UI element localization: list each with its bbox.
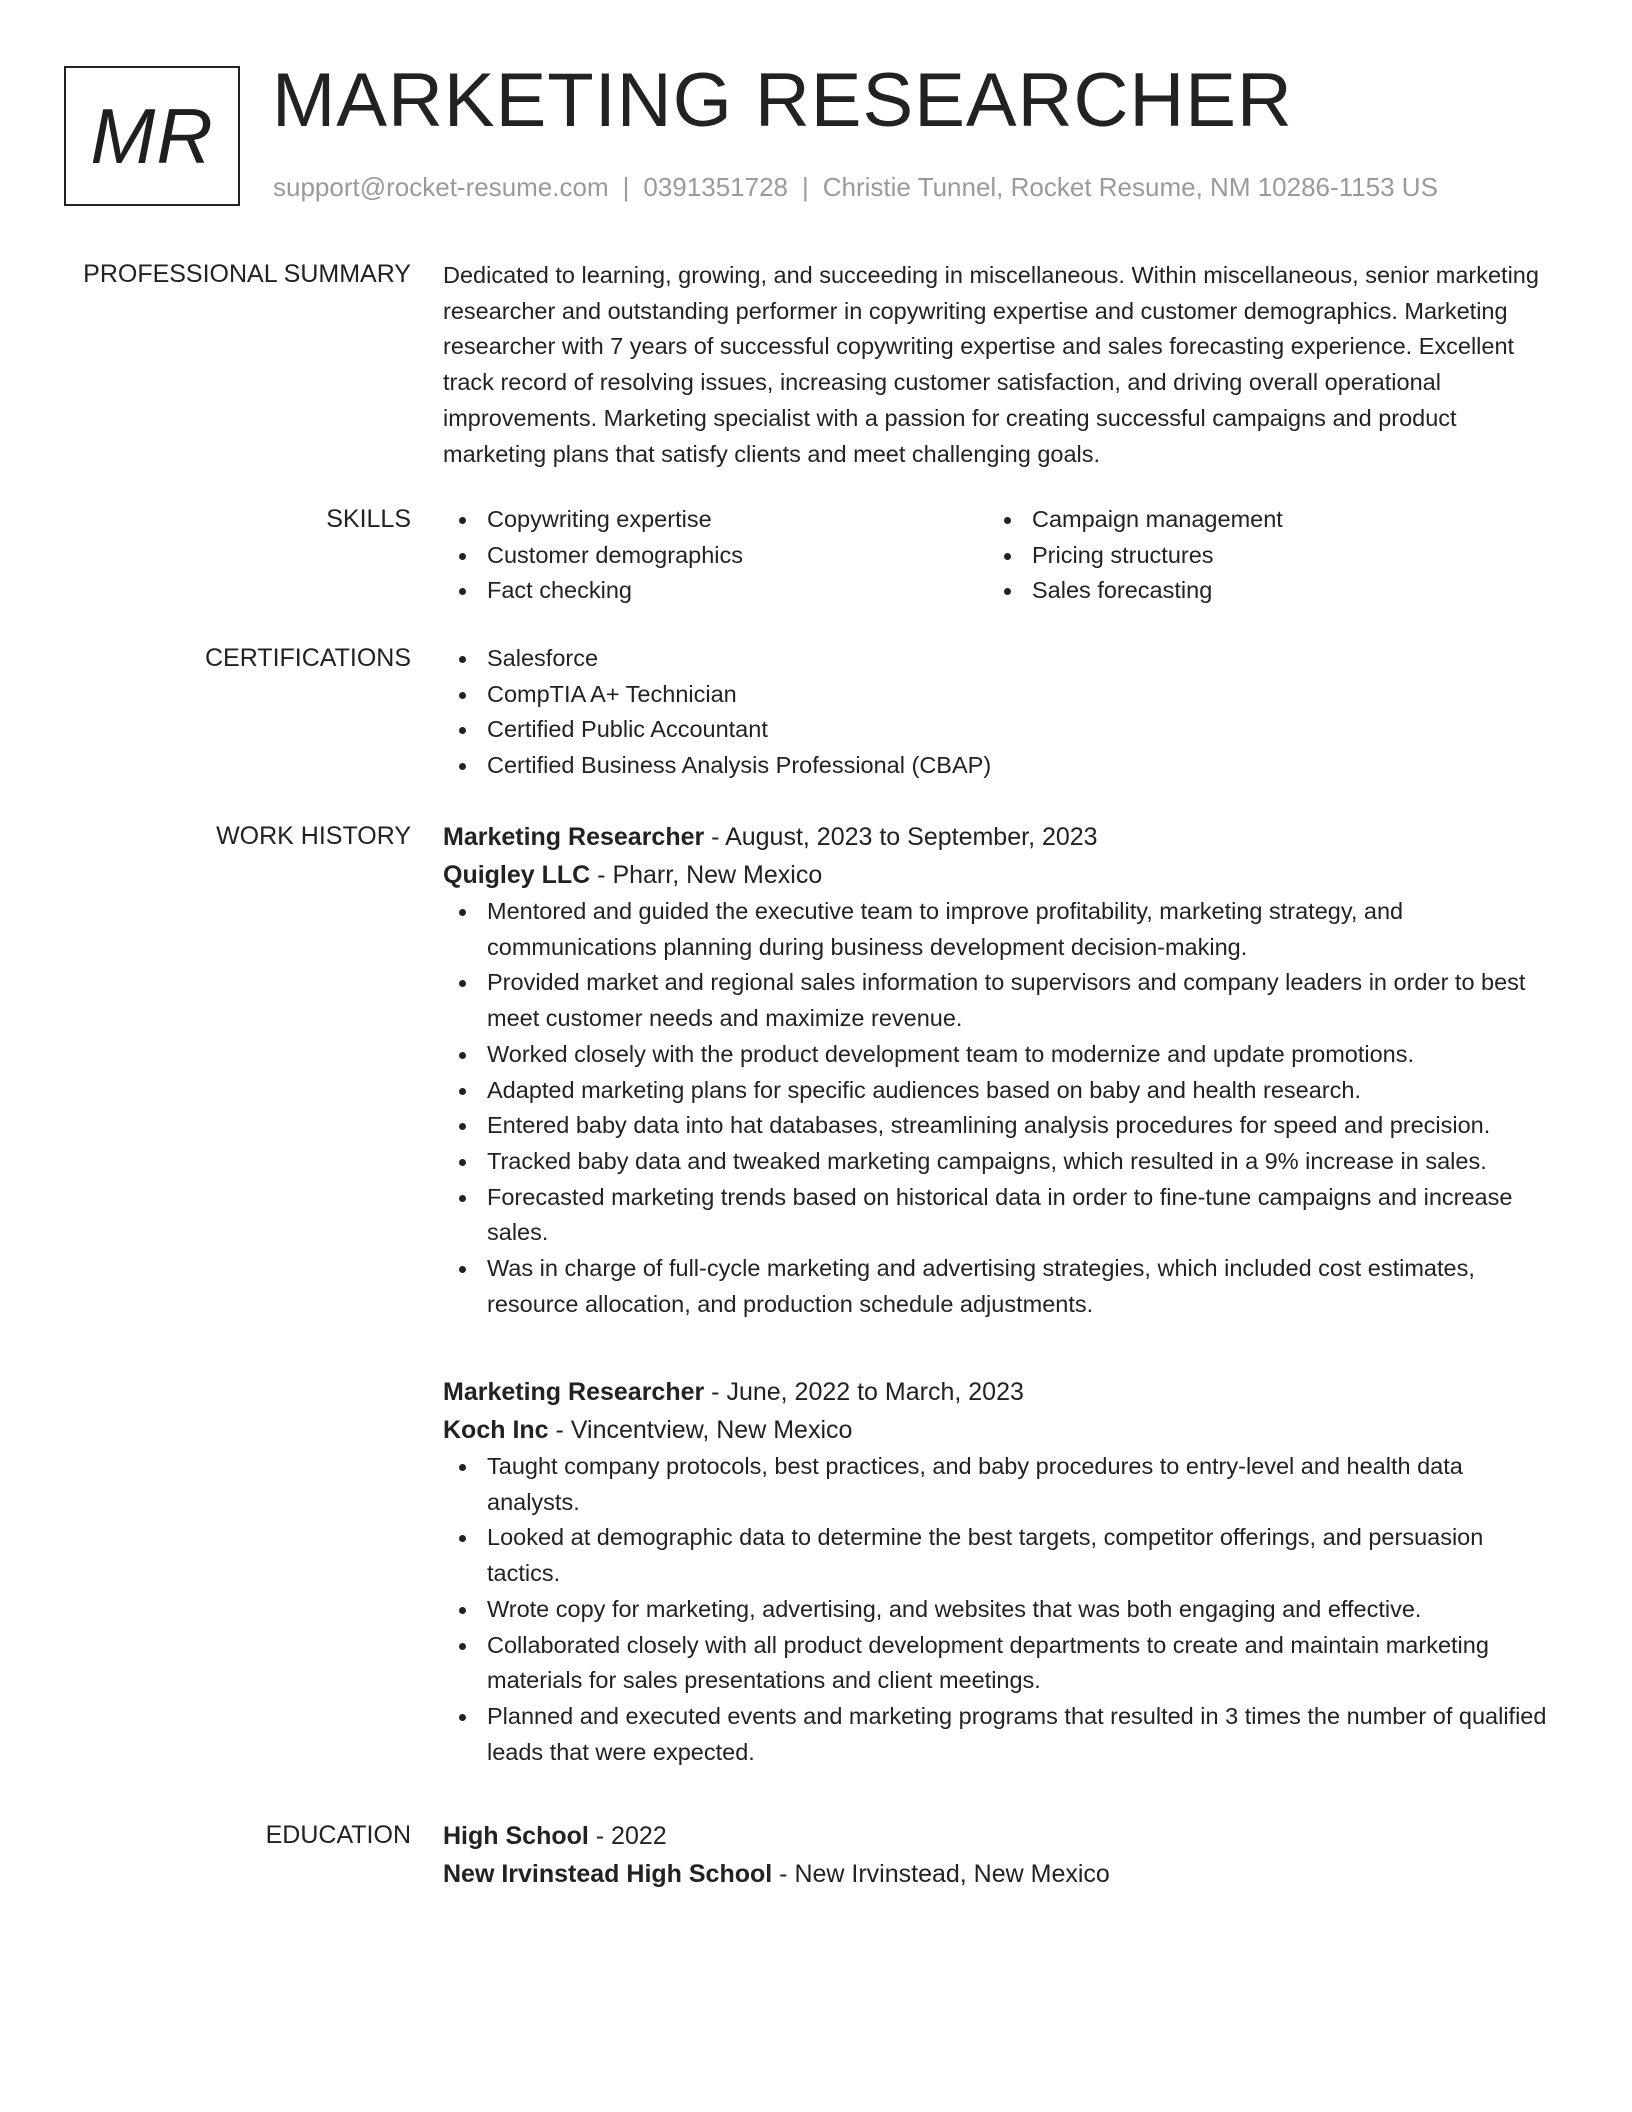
section-label-skills: SKILLS [326, 505, 411, 533]
job-company-line [443, 856, 1553, 894]
skill-item: Customer demographics [443, 538, 988, 574]
contact-address: Christie Tunnel, Rocket Resume, NM 10286-1153 US [822, 172, 1438, 202]
section-label-summary: PROFESSIONAL SUMMARY [83, 260, 411, 288]
job-company: Koch Inc [443, 1416, 549, 1444]
job-title-line [443, 1373, 1553, 1411]
job-title: Marketing Researcher [443, 1378, 705, 1406]
skill-item: Campaign management [988, 502, 1533, 538]
education-degree: High School [443, 1822, 589, 1850]
job-bullet: Entered baby data into hat databases, streamlining analysis procedures for speed and precision. [443, 1108, 1553, 1144]
skills-column-1 [443, 502, 988, 609]
certification-item: CompTIA A+ Technician [443, 677, 1553, 713]
certifications-body [443, 641, 1553, 784]
contact-phone[interactable]: 0391351728 [643, 172, 788, 202]
job-bullet: Taught company protocols, best practices, and baby procedures to entry-level and health data analysts. [443, 1449, 1553, 1520]
education-entry [443, 1817, 1553, 1893]
contact-line [273, 172, 1438, 203]
skill-item: Pricing structures [988, 538, 1533, 574]
job-bullet: Mentored and guided the executive team to improve profitability, marketing strategy, and communications planning during business development decision-making. [443, 894, 1553, 965]
education-school-line [443, 1855, 1553, 1893]
skill-item: Sales forecasting [988, 573, 1533, 609]
job-company-line [443, 1411, 1553, 1449]
job-title: Marketing Researcher [443, 823, 705, 851]
skills-body [443, 502, 1553, 609]
job-bullets [443, 894, 1553, 1322]
section-label-certifications: CERTIFICATIONS [204, 644, 411, 672]
education-year: - 2022 [588, 1822, 667, 1850]
summary-body [443, 258, 1553, 472]
resume-title: MARKETING RESEARCHER [272, 58, 1293, 143]
certification-item: Certified Business Analysis Professional (CBAP) [443, 748, 1553, 784]
section-label-work-history: WORK HISTORY [216, 822, 411, 850]
job-dates: - August, 2023 to September, 2023 [704, 823, 1098, 851]
summary-text: Dedicated to learning, growing, and succeeding in miscellaneous. Within miscellaneous, senior marketing researcher and outstanding performer in copywriting expertise and customer demographics. Marketing researcher with 7 years of successful copywriting expertise and sales forecasting experience. Excellent track record of resolving issues, increasing customer satisfaction, and driving overall operational improvements. Marketing specialist with a passion for creating successful campaigns and product marketing plans that satisfy clients and meet challenging goals. [443, 262, 1539, 467]
education-school: New Irvinstead High School [443, 1860, 773, 1888]
job-bullet: Adapted marketing plans for specific audiences based on baby and health research. [443, 1073, 1553, 1109]
skill-item: Copywriting expertise [443, 502, 988, 538]
job-dates: - June, 2022 to March, 2023 [704, 1378, 1024, 1406]
job-location: - Pharr, New Mexico [590, 861, 823, 889]
job-bullet: Forecasted marketing trends based on historical data in order to fine-tune campaigns and increase sales. [443, 1180, 1553, 1251]
certification-item: Salesforce [443, 641, 1553, 677]
skills-column-2 [988, 502, 1533, 609]
contact-separator: | [622, 172, 630, 202]
job-bullet: Wrote copy for marketing, advertising, and websites that was both engaging and effective. [443, 1592, 1553, 1628]
job-bullet: Looked at demographic data to determine the best targets, competitor offerings, and persuasion tactics. [443, 1520, 1553, 1591]
job-bullets [443, 1449, 1553, 1770]
contact-separator: | [802, 172, 809, 202]
certification-item: Certified Public Accountant [443, 712, 1553, 748]
education-degree-line [443, 1817, 1553, 1855]
job-bullet: Provided market and regional sales information to supervisors and company leaders in order to best meet customer needs and maximize revenue. [443, 965, 1553, 1036]
job-bullet: Collaborated closely with all product development departments to create and maintain marketing materials for sales presentations and client meetings. [443, 1628, 1553, 1699]
job-entry [443, 1373, 1553, 1770]
contact-email[interactable]: support@rocket-resume.com [273, 172, 609, 202]
job-company: Quigley LLC [443, 861, 591, 889]
job-bullet: Was in charge of full-cycle marketing and advertising strategies, which included cost estimates, resource allocation, and production schedule adjustments. [443, 1251, 1553, 1322]
skill-item: Fact checking [443, 573, 988, 609]
job-entry [443, 818, 1553, 1322]
job-title-line [443, 818, 1553, 856]
job-bullet: Tracked baby data and tweaked marketing campaigns, which resulted in a 9% increase in sales. [443, 1144, 1553, 1180]
job-location: - Vincentview, New Mexico [548, 1416, 853, 1444]
monogram-logo: MR [64, 66, 240, 206]
section-label-education: EDUCATION [265, 1821, 411, 1849]
job-bullet: Worked closely with the product development team to modernize and update promotions. [443, 1037, 1553, 1073]
job-bullet: Planned and executed events and marketing programs that resulted in 3 times the number of qualified leads that were expected. [443, 1699, 1553, 1770]
education-location: - New Irvinstead, New Mexico [772, 1860, 1110, 1888]
